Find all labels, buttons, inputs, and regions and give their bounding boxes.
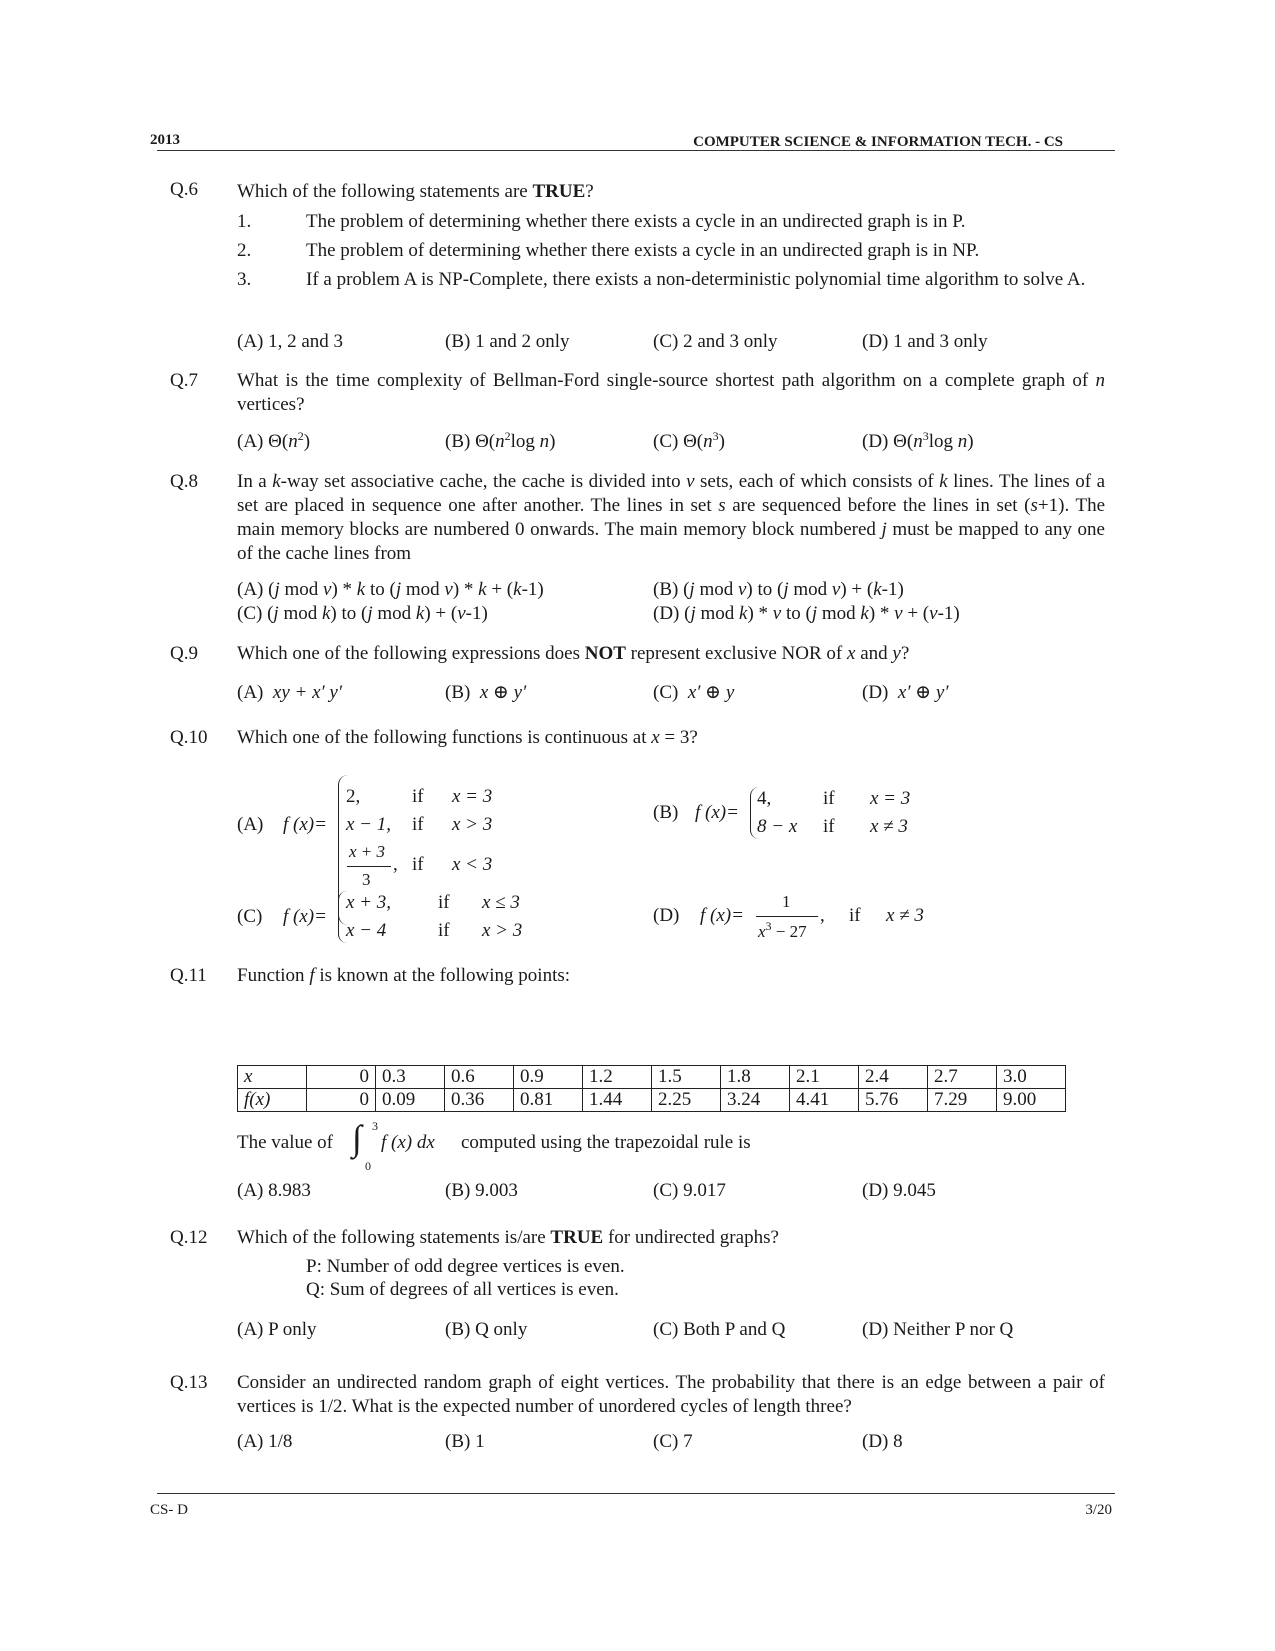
q6-option-d: (D) 1 and 3 only — [862, 331, 988, 352]
q10-a-r3-cond: x < 3 — [452, 854, 493, 875]
q10-a-fx: f (x)= — [283, 814, 327, 835]
q11-value-post: computed using the trapezoidal rule is — [461, 1132, 751, 1153]
table-cell: 0.09 — [376, 1089, 445, 1112]
q11-option-a: (A) 8.983 — [237, 1180, 311, 1201]
q6-stem: Which of the following statements are TRUE? — [237, 181, 594, 202]
q11-option-d: (D) 9.045 — [862, 1180, 936, 1201]
table-cell: 3.24 — [721, 1089, 790, 1112]
table-cell: 3.0 — [997, 1066, 1066, 1089]
q10-c-r1-val: x + 3, — [346, 892, 392, 913]
q10-d-den: $x^3 - 27$ — [758, 919, 807, 941]
q10-c-r2-cond: x > 3 — [482, 920, 523, 941]
q9-stem: Which one of the following expressions does NOT represent exclusive NOR of x and y? — [237, 643, 910, 664]
q7-option-b: (B) $\Theta(n^2\log$ n) — [445, 429, 556, 452]
q13-option-a: (A) 1/8 — [237, 1431, 293, 1452]
q10-a-r1-cond: x = 3 — [452, 786, 493, 807]
q8-option-a: (A) (j mod v) * k to (j mod v) * k + (k-1) — [237, 579, 544, 600]
table-cell: 7.29 — [928, 1089, 997, 1112]
q8-number: Q.8 — [170, 471, 198, 492]
table-header-fx: f(x) — [238, 1089, 307, 1112]
q9-number: Q.9 — [170, 643, 198, 664]
q12-number: Q.12 — [170, 1227, 208, 1248]
q10-b-label: (B) — [653, 802, 679, 823]
q13-stem: Consider an undirected random graph of eight vertices. The probability that there is an edge between a pair of vertices is 1/2. What is the expected number of unordered cycles of length three? — [237, 1372, 1105, 1417]
q12-option-a: (A) P only — [237, 1319, 317, 1340]
table-cell: 0.36 — [445, 1089, 514, 1112]
q12-option-d: (D) Neither P nor Q — [862, 1319, 1014, 1340]
q11-stem: Function f is known at the following points: — [237, 965, 571, 986]
q10-a-r3-comma: , — [393, 854, 398, 875]
q10-b-r1-if: if — [823, 788, 835, 809]
q7-option-c: (C) $\Theta(n^3)$ — [653, 429, 725, 452]
table-cell: 5.76 — [859, 1089, 928, 1112]
q10-b-r1-cond: x = 3 — [870, 788, 911, 809]
q10-c-r1-cond: x ≤ 3 — [482, 892, 520, 913]
q13-option-c: (C) 7 — [653, 1431, 693, 1452]
q9-option-c: (C) x′ ⊕ y — [653, 682, 735, 703]
q7-number: Q.7 — [170, 370, 198, 391]
q10-c-fx: f (x)= — [283, 906, 327, 927]
table-cell: 1.44 — [583, 1089, 652, 1112]
q11-option-b: (B) 9.003 — [445, 1180, 518, 1201]
q10-a-r2-cond: x > 3 — [452, 814, 493, 835]
q6-item-2: The problem of determining whether there exists a cycle in an undirected graph is in NP. — [306, 240, 980, 261]
q10-d-bar — [756, 916, 818, 917]
q6-item-1: The problem of determining whether there exists a cycle in an undirected graph is in P. — [306, 211, 966, 232]
q9-option-d: (D) x′ ⊕ y′ — [862, 682, 949, 703]
q9-option-a: (A) xy + x′ y′ — [237, 682, 343, 703]
q10-a-r3-num: x + 3 — [349, 842, 386, 861]
q6-option-a: (A) 1, 2 and 3 — [237, 331, 344, 352]
q8-option-b: (B) (j mod v) to (j mod v) + (k-1) — [653, 579, 904, 600]
q11-number: Q.11 — [170, 965, 207, 986]
q7-stem: What is the time complexity of Bellman-Ford single-source shortest path algorithm on a complete graph of n vertices? — [237, 370, 1105, 415]
table-row-fx — [238, 1089, 1066, 1112]
q10-c-label: (C) — [237, 906, 263, 927]
table-cell: 2.4 — [859, 1066, 928, 1089]
q11-integrand: f (x) dx — [381, 1132, 435, 1153]
q11-int-lower: 0 — [365, 1159, 371, 1173]
exam-subject: COMPUTER SCIENCE & INFORMATION TECH. - CS — [693, 134, 1063, 150]
q10-a-r1-if: if — [412, 786, 424, 807]
q10-stem: Which one of the following functions is continuous at x = 3? — [237, 727, 698, 748]
q10-d-num: 1 — [782, 892, 791, 911]
q10-a-r2-val: x − 1, — [346, 814, 392, 835]
q10-b-r2-val: 8 − x — [757, 816, 798, 837]
q10-c-r2-if: if — [438, 920, 450, 941]
integral-sign-icon: ∫ — [352, 1118, 362, 1158]
q13-number: Q.13 — [170, 1372, 208, 1393]
q8-stem: In a k-way set associative cache, the cache is divided into v sets, each of which consists of k lines. The lines of a set are placed in sequence one after another. The lines in set s are sequenced before the lines in set (s+1). The main memory blocks are numbered 0 onwards. The main memory block numbered j must be mapped to any one of the cache lines from — [237, 471, 1106, 564]
q10-a-r3-bar — [347, 866, 391, 867]
table-cell: 0.9 — [514, 1066, 583, 1089]
q10-b-r1-val: 4, — [757, 788, 772, 809]
table-header-x: x — [238, 1066, 307, 1089]
q10-d-fx: f (x)= — [700, 905, 744, 926]
table-cell: 0.6 — [445, 1066, 514, 1089]
q13-option-d: (D) 8 — [862, 1431, 903, 1452]
q10-a-r1-val: 2, — [346, 786, 361, 807]
q10-a-label: (A) — [237, 814, 264, 835]
table-cell: 1.8 — [721, 1066, 790, 1089]
q10-a-r3-den: 3 — [362, 870, 371, 889]
q6-item-2-num: 2. — [237, 240, 252, 261]
footer-page: 3/20 — [1085, 1502, 1112, 1518]
q11-table — [237, 1065, 1066, 1112]
q8-option-c: (C) (j mod k) to (j mod k) + (v-1) — [237, 603, 488, 624]
q8-option-d: (D) (j mod k) * v to (j mod k) * v + (v-1) — [653, 603, 960, 624]
header-rule — [157, 150, 1115, 151]
q10-c-r1-if: if — [438, 892, 450, 913]
q6-item-1-num: 1. — [237, 211, 252, 232]
q11-option-c: (C) 9.017 — [653, 1180, 726, 1201]
q9-option-b: (B) x ⊕ y′ — [445, 682, 527, 703]
q6-item-3: If a problem A is NP-Complete, there exists a non-deterministic polynomial time algorithm to solve A. — [306, 269, 1086, 290]
q12-stem: Which of the following statements is/are TRUE for undirected graphs? — [237, 1227, 779, 1248]
q6-option-c: (C) 2 and 3 only — [653, 331, 778, 352]
q11-value-pre: The value of — [237, 1132, 334, 1153]
q7-option-d: (D) $\Theta(n^3\log$ n) — [862, 429, 974, 452]
table-cell: 0.81 — [514, 1089, 583, 1112]
q12-statement-q: Q: Sum of degrees of all vertices is even. — [306, 1279, 619, 1300]
q10-b-r2-if: if — [823, 816, 835, 837]
table-cell: 0 — [307, 1089, 376, 1112]
table-row-x — [238, 1066, 1066, 1089]
q10-d-label: (D) — [653, 905, 680, 926]
q6-option-b: (B) 1 and 2 only — [445, 331, 570, 352]
q6-item-3-num: 3. — [237, 269, 252, 290]
q12-option-c: (C) Both P and Q — [653, 1319, 786, 1340]
table-cell: 2.1 — [790, 1066, 859, 1089]
table-cell: 1.5 — [652, 1066, 721, 1089]
q6-number: Q.6 — [170, 179, 198, 200]
q13-option-b: (B) 1 — [445, 1431, 485, 1452]
q12-statement-p: P: Number of odd degree vertices is even. — [306, 1256, 625, 1277]
q11-int-upper: 3 — [372, 1119, 378, 1133]
table-cell: 9.00 — [997, 1089, 1066, 1112]
q7-option-a: (A) $\Theta(n^2)$ — [237, 429, 311, 452]
q10-b-fx: f (x)= — [695, 802, 739, 823]
q10-d-if: if — [849, 905, 861, 926]
table-cell: 1.2 — [583, 1066, 652, 1089]
table-cell: 4.41 — [790, 1089, 859, 1112]
q10-a-r2-if: if — [412, 814, 424, 835]
q10-d-cond: x ≠ 3 — [886, 905, 924, 926]
table-cell: 0.3 — [376, 1066, 445, 1089]
table-cell: 2.7 — [928, 1066, 997, 1089]
q12-option-b: (B) Q only — [445, 1319, 528, 1340]
table-cell: 2.25 — [652, 1089, 721, 1112]
q10-b-r2-cond: x ≠ 3 — [870, 816, 908, 837]
q10-c-r2-val: x − 4 — [346, 920, 387, 941]
q10-d-comma: , — [820, 905, 825, 926]
footer-rule — [157, 1493, 1115, 1494]
exam-year: 2013 — [150, 132, 180, 148]
footer-code: CS- D — [150, 1502, 188, 1518]
q10-number: Q.10 — [170, 727, 208, 748]
table-cell: 0 — [307, 1066, 376, 1089]
q10-a-r3-if: if — [412, 854, 424, 875]
